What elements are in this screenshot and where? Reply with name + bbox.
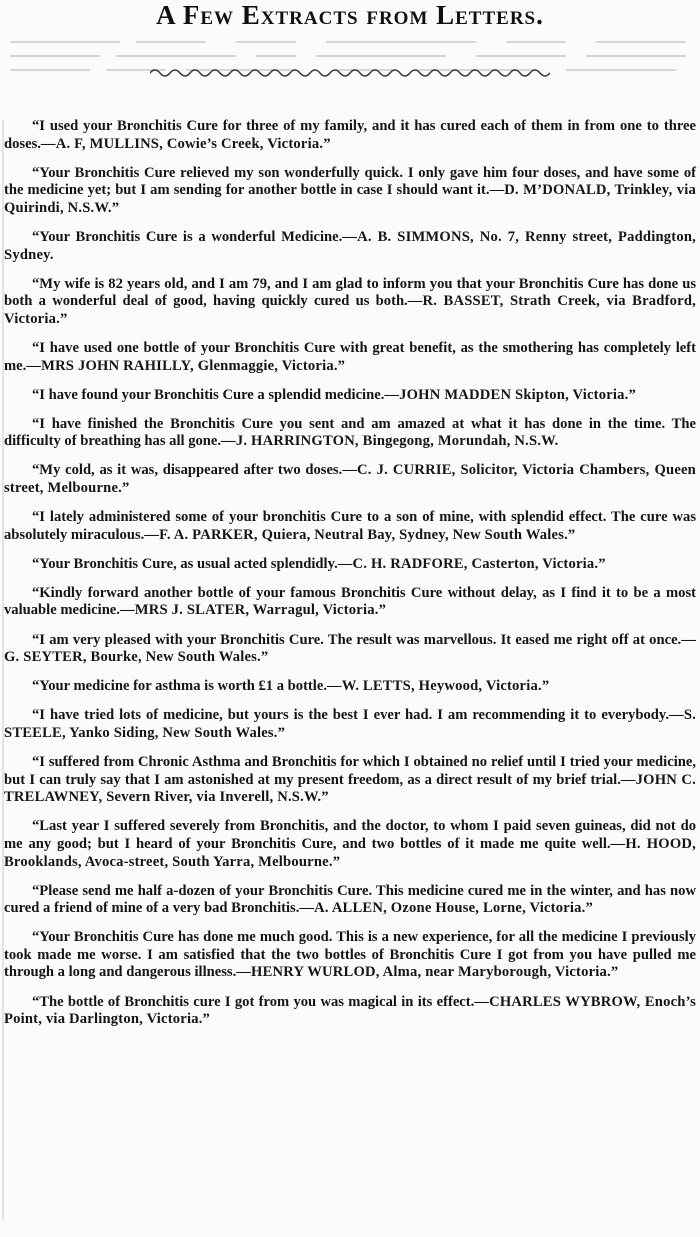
letter-quote: “I have finished the Bronchitis Cure you sent and am amazed at what it has done in the time. The difficulty of breathing has all gone.: [4, 415, 696, 450]
letter-quote: “I have used one bottle of your Bronchitis Cure with great benefit, as the smothering has completely left me.: [4, 339, 696, 374]
letter-quote: “Kindly forward another bottle of your famous Bronchitis Cure without delay, as I find it to be a most valuable medicine.: [4, 584, 696, 619]
letter-extract: [4, 678, 696, 696]
letter-attribution: —JOHN C. TRELAWNEY, Severn River, via Inverell, N.S.W.”: [4, 771, 697, 806]
letter-extract: [4, 818, 696, 871]
letter-attribution: —W. LETTS, Heywood, Victoria.”: [326, 678, 550, 695]
letter-extract: [4, 229, 696, 264]
letter-quote: “The bottle of Bronchitis cure I got from you was magical in its effect.: [32, 993, 475, 1010]
letter-quote: “My cold, as it was, disappeared after two doses.: [32, 462, 343, 479]
letter-extract: [4, 509, 696, 544]
letter-quote: “My wife is 82 years old, and I am 79, and I am glad to inform you that your Bronchitis Cure has done us both a wonderful deal of good, having quickly cured us both.: [4, 275, 696, 310]
letter-quote: “I have tried lots of medicine, but yours is the best I ever had. I am recommending it to everybody.: [32, 707, 670, 724]
letter-quote: “Please send me half a-dozen of your Bronchitis Cure. This medicine cured me in the winter, and has now cured a friend of mine of a very bad Bronchitis.: [4, 882, 696, 917]
letter-extract: [4, 462, 696, 497]
letter-attribution: —MRS JOHN RAHILLY, Glenmaggie, Victoria.”: [26, 357, 346, 374]
letter-quote: “I used your Bronchitis Cure for three of my family, and it has cured each of them in from one to three doses.: [4, 118, 696, 152]
letter-quote: “Your Bronchitis Cure is a wonderful Medicine.: [32, 228, 343, 245]
letter-attribution: —D. M’DONALD, Trinkley, via Quirindi, N.S.W.”: [4, 182, 696, 216]
letter-attribution: —C. J. CURRIE, Solicitor, Victoria Chambers, Queen street, Melbourne.”: [4, 462, 696, 496]
letter-attribution: —S. STEELE, Yanko Siding, New South Wales.”: [4, 707, 696, 741]
letter-attribution: —H. HOOD, Brooklands, Avoca-street, South Yarra, Melbourne.”: [4, 835, 696, 870]
letter-quote: “I suffered from Chronic Asthma and Bronchitis for which I obtained no relief until I tried your medicine, but I can truly say that I am astonished at my present freedom, as a direct result of my brief trial.: [4, 754, 696, 788]
letter-quote: “I lately administered some of your bronchitis Cure to a son of mine, with splendid effect. The cure was absolutely miraculous.: [4, 509, 696, 543]
letter-extract: [4, 585, 696, 620]
letter-extract: [4, 416, 696, 451]
letter-extract: [4, 556, 696, 574]
letter-attribution: —A. F, MULLINS, Cowie’s Creek, Victoria.”: [40, 135, 331, 152]
letters-column: [4, 118, 696, 1040]
letter-attribution: —A. B. SIMMONS, No. 7, Renny street, Paddington, Sydney.: [4, 228, 697, 263]
letter-attribution: —MRS J. SLATER, Warragul, Victoria.”: [119, 602, 387, 619]
letter-extract: [4, 340, 696, 375]
letter-extract: [4, 994, 696, 1029]
letter-quote: “Your Bronchitis Cure has done me much good. This is a new experience, for all the medicine I previously took made me worse. I am satisfied that the two bottles of Bronchitis Cure I got from you have pulled me through a long and dangerous illness.: [4, 929, 696, 981]
letter-extract: [4, 929, 696, 982]
letter-quote: “I have found your Bronchitis Cure a splendid medicine.: [32, 386, 385, 403]
letter-extract: [4, 754, 696, 807]
letter-extract: [4, 707, 696, 742]
letter-attribution: —J. HARRINGTON, Bingegong, Morundah, N.S.W.: [221, 433, 559, 450]
letter-extract: [4, 883, 696, 918]
letter-attribution: —C. H. RADFORE, Casterton, Victoria.”: [337, 555, 606, 572]
letter-attribution: —JOHN MADDEN Skipton, Victoria.”: [384, 386, 637, 403]
letter-quote: “Your Bronchitis Cure, as usual acted splendidly.: [32, 555, 338, 572]
letter-quote: “I am very pleased with your Bronchitis Cure. The result was marvellous. It eased me right off at once.: [32, 631, 682, 648]
letter-attribution: —HENRY WURLOD, Alma, near Maryborough, Victoria.”: [236, 964, 619, 981]
decorative-wavy-rule: [150, 66, 550, 80]
letter-extract: [4, 387, 696, 405]
letter-attribution: —A. ALLEN, Ozone House, Lorne, Victoria.”: [299, 900, 593, 917]
letter-extract: [4, 632, 696, 667]
page-title: A Few Extracts from Letters.: [156, 0, 544, 30]
letter-quote: “Your medicine for asthma is worth £1 a bottle.: [32, 678, 327, 695]
letter-attribution: —R. BASSET, Strath Creek, via Bradford, Victoria.”: [4, 293, 696, 327]
letter-attribution: —G. SEYTER, Bourke, New South Wales.”: [4, 631, 696, 666]
letter-attribution: —CHARLES WYBROW, Enoch’s Point, via Darlington, Victoria.”: [4, 993, 696, 1028]
letter-quote: “Last year I suffered severely from Bronchitis, and the doctor, to whom I paid seven guineas, did not do me any good; but I heard of your Bronchitis Cure, and two bottles of it made me quite well.: [4, 818, 696, 852]
letter-attribution: —F. A. PARKER, Quiera, Neutral Bay, Sydney, New South Wales.”: [144, 526, 576, 543]
letter-quote: “Your Bronchitis Cure relieved my son wonderfully quick. I only gave him four doses, and have some of the medicine yet; but I am sending for another bottle in case I should want it.: [4, 164, 696, 199]
letter-extract: [4, 276, 696, 329]
letter-extract: [4, 118, 696, 153]
letter-extract: [4, 165, 696, 218]
